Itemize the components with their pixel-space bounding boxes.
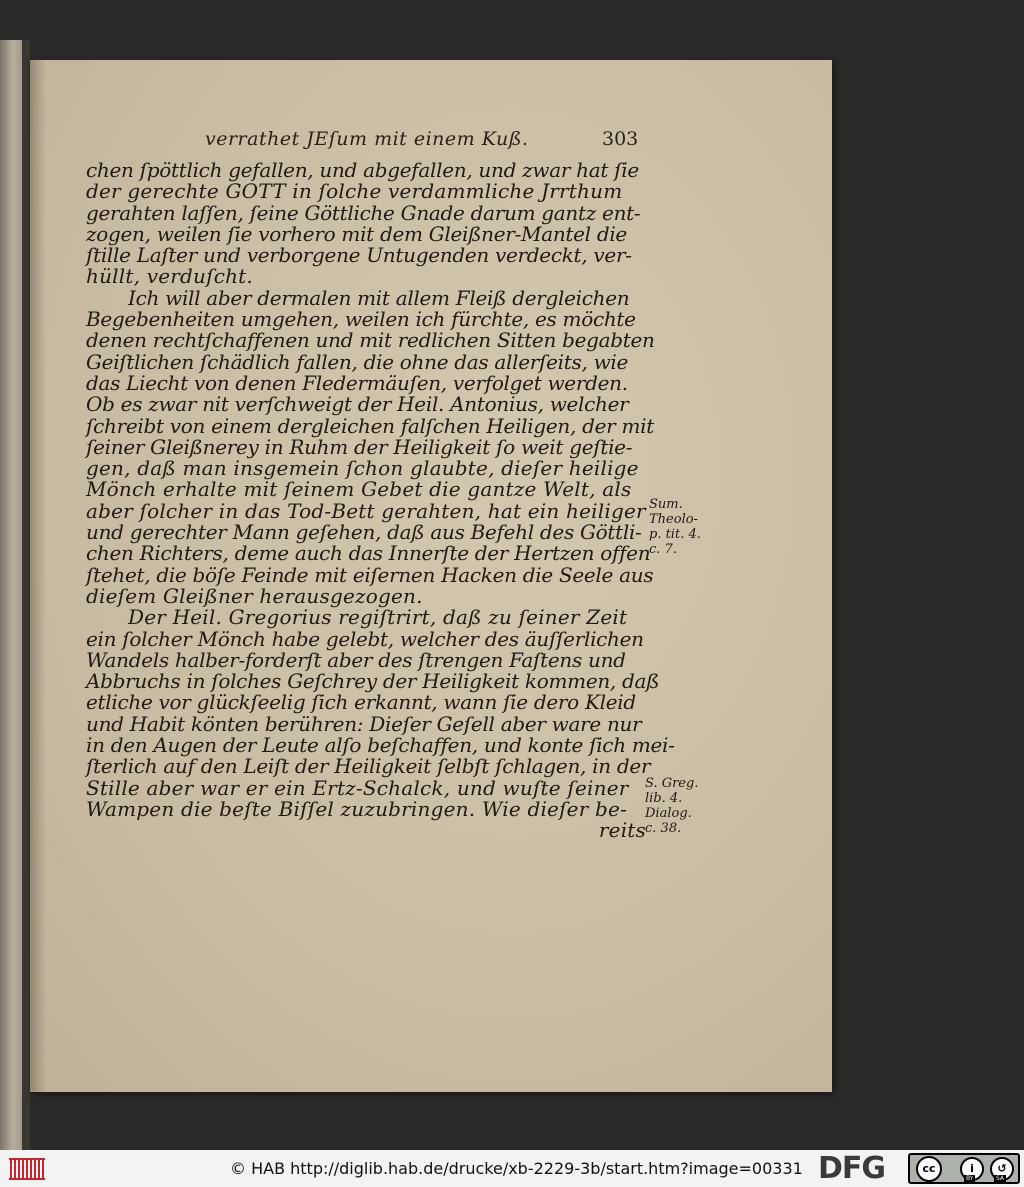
text-line: in den Augen der Leute alſo beſchaffen, und konte ſich mei- xyxy=(86,733,675,758)
text-line: ſtehet, die böſe Feinde mit eiſernen Hacken die Seele aus xyxy=(86,562,654,587)
text-line: etliche vor glückſeelig ſich erkannt, wann ſie dero Kleid xyxy=(86,690,636,715)
text-line: Der Heil. Gregorius regiſtrirt, daß zu ſeiner Zeit xyxy=(128,605,628,630)
margin-note-line: Dialog. xyxy=(645,806,692,821)
viewer-footer xyxy=(0,1150,1024,1187)
text-line: das Liecht von denen Fledermäuſen, verfolget werden. xyxy=(86,370,628,395)
text-line: Abbruchs in ſolches Geſchrey der Heiligkeit kommen, daß xyxy=(86,669,660,694)
copyright-link[interactable]: © HAB http://diglib.hab.de/drucke/xb-2229-3b/start.htm?image=00331 xyxy=(230,1159,803,1178)
text-line: Mönch erhalte mit ſeinem Gebet die gantze Welt, als xyxy=(86,477,632,502)
margin-note-line: p. tit. 4. xyxy=(649,527,701,542)
text-line: Ich will aber dermalen mit allem Fleiß dergleichen xyxy=(128,285,630,310)
text-line: und gerechter Mann geſehen, daß aus Befehl des Göttli- xyxy=(86,520,642,545)
margin-note-line: lib. 4. xyxy=(645,791,683,806)
text-line: und Habit könten berühren: Dieſer Geſell aber ware nur xyxy=(86,711,642,736)
text-line: aber ſolcher in das Tod-Bett gerahten, hat ein heiliger xyxy=(86,498,646,523)
text-line: reits xyxy=(598,818,646,843)
by-label: BY xyxy=(966,1175,974,1182)
margin-note-line: c. 7. xyxy=(649,542,677,557)
text-line: Wampen die beſte Biſſel zuzubringen. Wie dieſer be- xyxy=(86,796,628,821)
text-line: denen rechtſchaffenen und mit redlichen Sitten begabten xyxy=(86,328,655,353)
margin-note-line: Theolo- xyxy=(649,512,698,527)
text-line: Stille aber war er ein Ertz-Schalck, und wuſte ſeiner xyxy=(86,775,629,800)
sa-label: SA xyxy=(996,1175,1005,1182)
hab-logo-icon xyxy=(6,1154,48,1184)
text-line: dieſem Gleißner herausgezogen. xyxy=(86,583,423,608)
cc-icon: cc xyxy=(916,1156,942,1182)
cc-license-badge[interactable] xyxy=(908,1153,1020,1184)
text-line: der gerechte GOTT in ſolche verdammliche Jrrthum xyxy=(86,179,623,204)
text-line: ſeiner Gleißnerey in Ruhm der Heiligkeit ſo weit geſtie- xyxy=(86,434,633,459)
margin-note-1 xyxy=(649,497,701,557)
dfg-logo: DFG xyxy=(818,1151,886,1186)
by-icon: i xyxy=(960,1157,984,1181)
text-line: ſtille Laſter und verborgene Untugenden verdeckt, ver- xyxy=(86,243,632,268)
running-title: verrathet JEſum mit einem Kuß. xyxy=(205,128,529,150)
text-line: ſchreibt von einem dergleichen falſchen Heiligen, der mit xyxy=(86,413,654,438)
page-binding-shadow xyxy=(30,60,46,1092)
text-line: ſterlich auf den Leiſt der Heiligkeit ſelbſt ſchlagen, in der xyxy=(86,754,651,779)
text-line: Begebenheiten umgehen, weilen ich fürchte, es möchte xyxy=(86,307,636,332)
page-gutter-shadow xyxy=(22,40,30,1150)
margin-note-line: S. Greg. xyxy=(645,776,699,791)
text-line: hüllt, verduſcht. xyxy=(86,264,253,289)
text-line: chen ſpöttlich gefallen, und abgefallen, und zwar hat ſie xyxy=(86,158,639,182)
text-line: Wandels halber-forderſt aber des ſtrengen Faſtens und xyxy=(86,647,626,672)
text-line: gerahten laſſen, ſeine Göttliche Gnade darum gantz ent- xyxy=(86,200,641,225)
text-line: ein ſolcher Mönch habe gelebt, welcher des äuſſerlichen xyxy=(86,626,644,651)
margin-note-line: Sum. xyxy=(649,497,683,512)
text-line: zogen, weilen ſie vorhero mit dem Gleißner-Mantel die xyxy=(86,221,627,246)
margin-note-line: c. 38. xyxy=(645,821,682,836)
text-line: Ob es zwar nit verſchweigt der Heil. Antonius, welcher xyxy=(86,392,629,417)
text-line: Geiſtlichen ſchädlich fallen, die ohne das allerſeits, wie xyxy=(86,349,629,374)
text-line: gen, daß man insgemein ſchon glaubte, dieſer heilige xyxy=(86,456,639,481)
page-number: 303 xyxy=(602,128,639,150)
text-line: chen Richters, deme auch das Innerſte der Hertzen offen xyxy=(86,541,651,566)
margin-note-2 xyxy=(645,776,698,836)
sa-icon: ↺ xyxy=(990,1157,1014,1181)
